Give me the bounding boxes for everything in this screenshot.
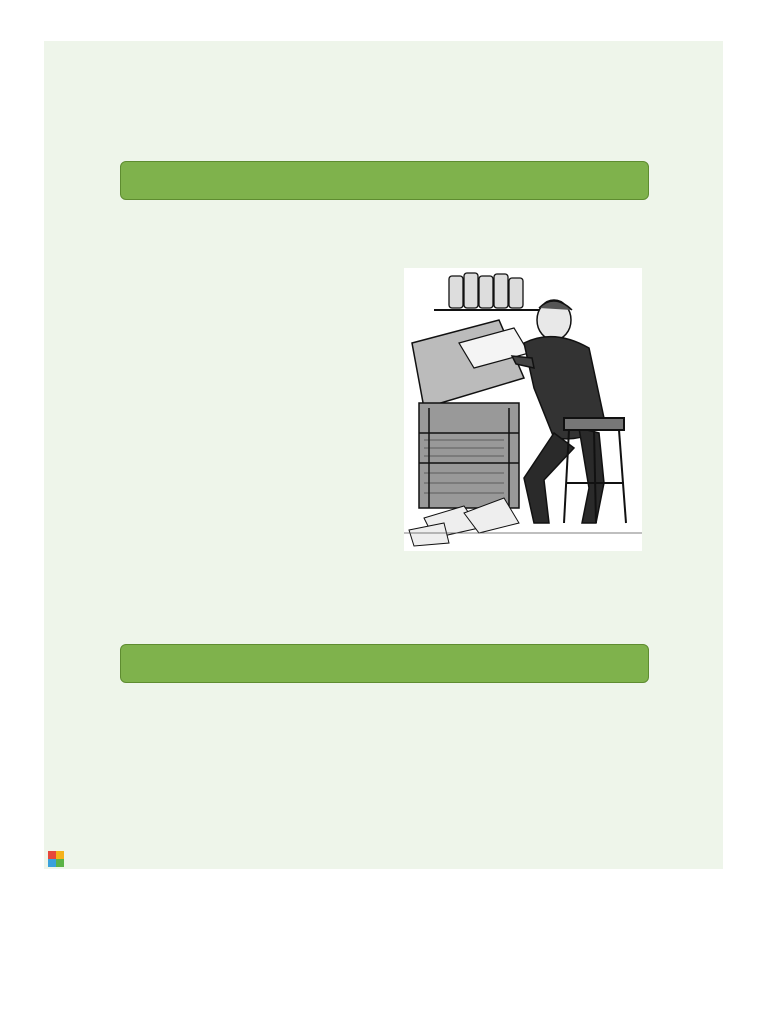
audio-player-bar[interactable] bbox=[120, 161, 649, 200]
liveworksheets-logo-icon bbox=[48, 851, 64, 867]
audio-player-bar-2[interactable] bbox=[120, 644, 649, 683]
scrooge-at-desk-illustration bbox=[404, 268, 642, 551]
liveworksheets-logo[interactable] bbox=[48, 849, 66, 869]
